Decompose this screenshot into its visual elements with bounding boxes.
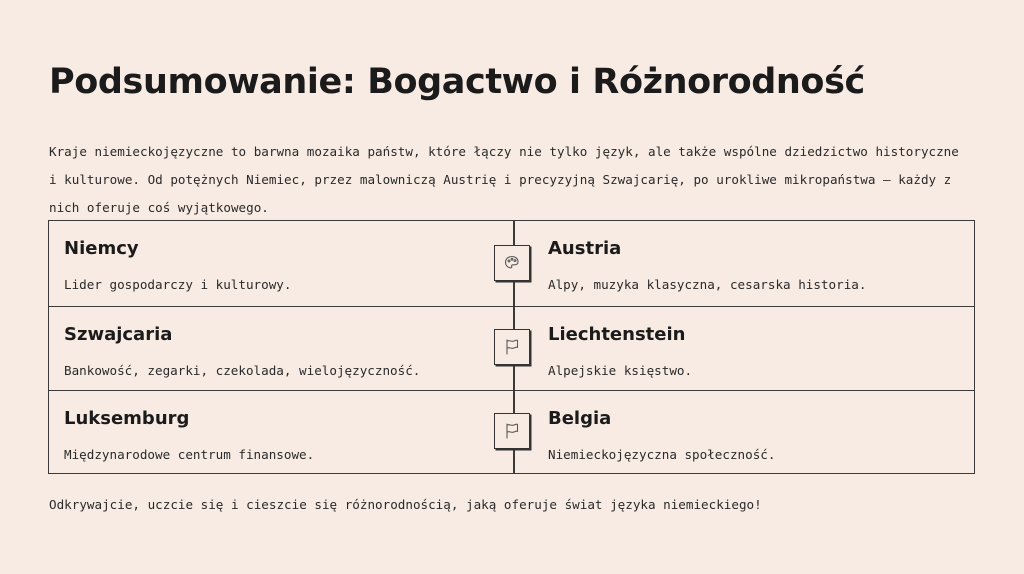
country-description: Alpy, muzyka klasyczna, cesarska historia.: [548, 277, 867, 292]
country-cell-austria: [548, 221, 968, 305]
country-title: Belgia: [548, 408, 612, 429]
country-title: Niemcy: [64, 238, 139, 259]
country-title: Luksemburg: [64, 408, 190, 429]
country-cell-luxembourg: [64, 391, 484, 474]
page-title: Podsumowanie: Bogactwo i Różnorodność: [49, 62, 865, 102]
intro-paragraph: Kraje niemieckojęzyczne to barwna mozaika państw, które łączy nie tylko język, ale także wspólne dziedzictwo historyczne i kulturowe. Od potężnych Niemiec, przez malowniczą Austrię i precyzyjną Szwajcarię, po urokliwe mikropaństwa – każdy z nich oferuje coś wyjątkowego.: [49, 144, 959, 215]
country-title: Austria: [548, 238, 622, 259]
flag-icon: [494, 413, 530, 449]
country-cell-belgium: [548, 391, 968, 474]
country-cell-liechtenstein: [548, 307, 968, 390]
country-description: Lider gospodarczy i kulturowy.: [64, 277, 292, 292]
country-cell-switzerland: [64, 307, 484, 390]
closing-paragraph: Odkrywajcie, uczcie się i cieszcie się różnorodnością, jaką oferuje świat języka niemieckiego!: [49, 497, 762, 512]
countries-grid: [48, 220, 975, 474]
country-description: Niemieckojęzyczna społeczność.: [548, 447, 776, 462]
palette-icon: [494, 245, 530, 281]
country-title: Szwajcaria: [64, 324, 173, 345]
country-description: Międzynarodowe centrum finansowe.: [64, 447, 315, 462]
country-cell-germany: [64, 221, 484, 305]
country-title: Liechtenstein: [548, 324, 686, 345]
country-description: Bankowość, zegarki, czekolada, wielojęzyczność.: [64, 363, 421, 378]
flag-icon: [494, 329, 530, 365]
country-description: Alpejskie księstwo.: [548, 363, 693, 378]
